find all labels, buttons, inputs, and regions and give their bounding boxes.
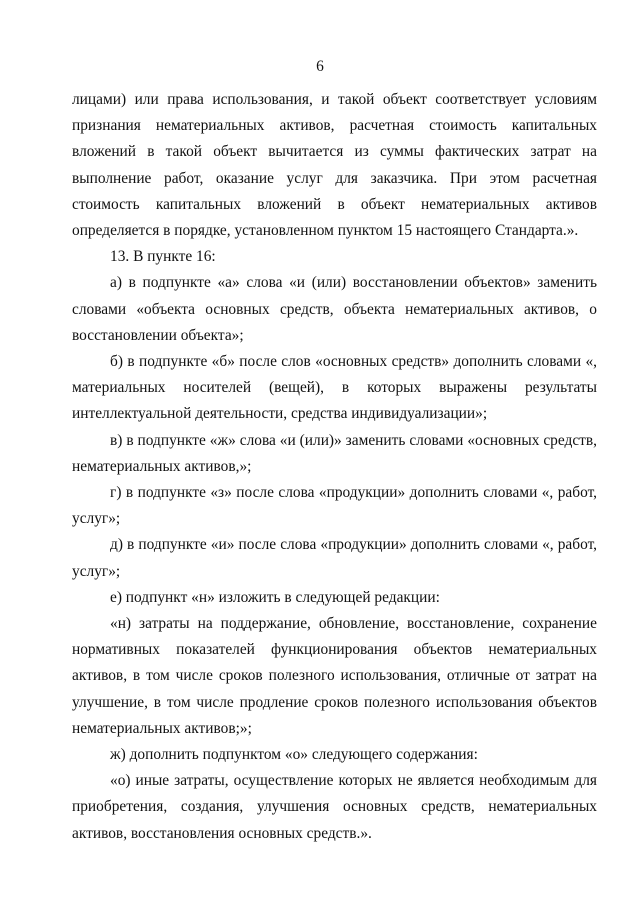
paragraph-quote-n: «н) затраты на поддержание, обновление, восстановление, сохранение нормативных показателей функционирования объектов нематериальных активов, в том числе сроков полезного использования, отличные от затрат на улучшение, в том числе продление сроков полезного использования объектов нематериальных активов;»; (72, 615, 597, 737)
paragraph-subitem-b: б) в подпункте «б» после слов «основных средств» дополнить словами «, материальных носителей (вещей), в которых выражены результаты интеллектуальной деятельности, средства индивидуализации»; (72, 353, 597, 423)
paragraph-quote-o: «о) иные затраты, осуществление которых не является необходимым для приобретения, создания, улучшения основных средств, нематериальных активов, восстановления основных средств.». (72, 772, 597, 842)
paragraph-subitem-e: е) подпункт «н» изложить в следующей редакции: (110, 588, 440, 606)
paragraph-item-13: 13. В пункте 16: (110, 248, 216, 266)
paragraph-subitem-d: д) в подпункте «и» после слова «продукции» дополнить словами «, работ, услуг»; (72, 536, 597, 580)
document-body (72, 87, 597, 847)
paragraph-subitem-a: а) в подпункте «а» слова «и (или) восстановлении объектов» заменить словами «объекта основных средств, объекта нематериальных активов, о восстановлении объекта»; (72, 274, 597, 344)
paragraph-subitem-zh: ж) дополнить подпунктом «о» следующего содержания: (110, 746, 478, 764)
page-number: 6 (316, 58, 324, 75)
paragraph-subitem-g: г) в подпункте «з» после слова «продукции» дополнить словами «, работ, услуг»; (72, 484, 597, 528)
paragraph-continuation: лицами) или права использования, и такой объект соответствует условиям признания нематериальных активов, расчетная стоимость капитальных вложений в такой объект вычитается из суммы фактических затрат на выполнение работ, оказание услуг для заказчика. При этом расчетная стоимость капитальных вложений в объект нематериальных активов определяется в порядке, установленном пунктом 15 настоящего Стандарта.». (72, 91, 597, 240)
paragraph-subitem-v: в) в подпункте «ж» слова «и (или)» заменить словами «основных средств, нематериальных активов,»; (72, 431, 597, 475)
